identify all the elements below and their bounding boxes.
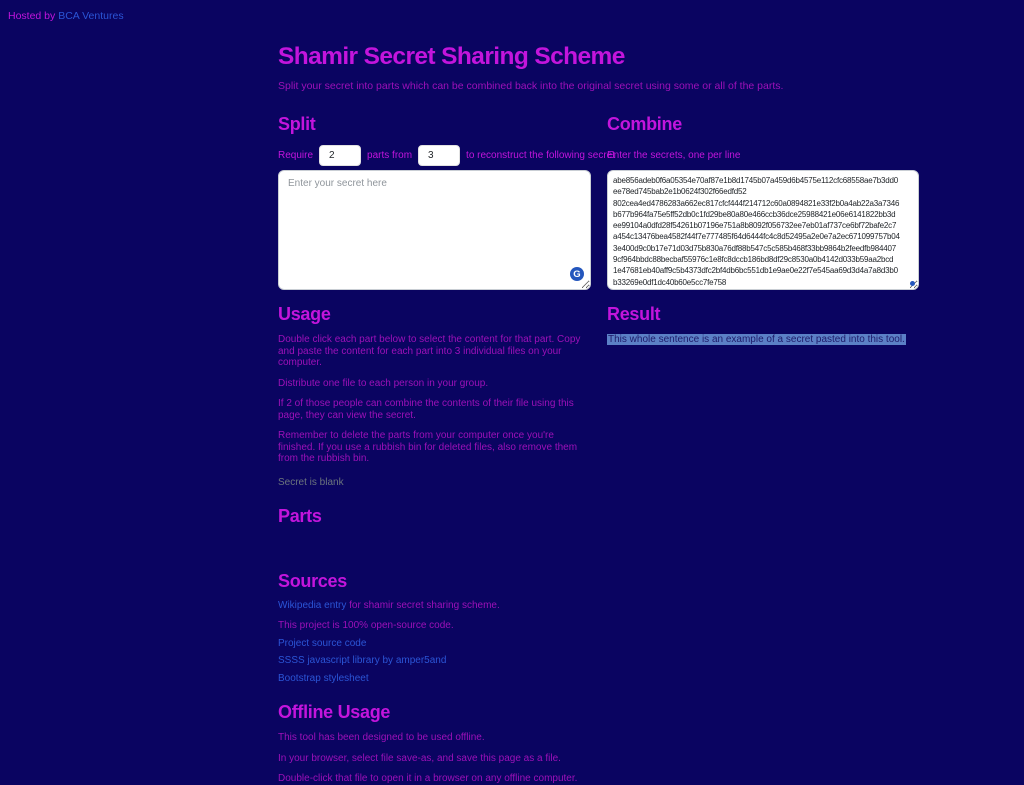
secret-input-textarea[interactable] — [278, 170, 591, 290]
combine-heading: Combine — [607, 114, 682, 134]
parts-heading: Parts — [278, 505, 322, 526]
wikipedia-link[interactable]: Wikipedia entry — [278, 599, 347, 611]
wikipedia-line — [278, 601, 591, 612]
sources-section — [278, 571, 591, 685]
open-source-text: This project is 100% open-source code. — [278, 620, 454, 631]
hosted-by-text: Hosted by — [8, 10, 59, 22]
combine-label: Enter the secrets, one per line — [607, 150, 741, 161]
usage-paragraph: If 2 of those people can combine the contents of their file using this page, they can view the secret. — [278, 398, 574, 421]
grammarly-dot-icon[interactable] — [910, 281, 915, 286]
require-label: Require — [278, 149, 314, 161]
usage-heading: Usage — [278, 304, 331, 324]
usage-paragraph: Remember to delete the parts from your computer once you're finished. If you use a rubbish bin for deleted files, also remove them from the rubbish bin. — [278, 430, 578, 464]
result-heading: Result — [607, 304, 661, 324]
result-section — [607, 304, 919, 345]
result-selected-text: This whole sentence is an example of a secret pasted into this tool. — [608, 334, 905, 345]
project-source-link[interactable]: Project source code — [278, 637, 367, 649]
topbar — [0, 0, 1024, 22]
grammarly-icon[interactable]: G — [570, 267, 584, 281]
bootstrap-stylesheet-link[interactable]: Bootstrap stylesheet — [278, 672, 369, 684]
sources-heading: Sources — [278, 570, 347, 591]
page-title: Shamir Secret Sharing Scheme — [278, 43, 625, 70]
offline-usage-section — [278, 702, 591, 785]
offline-paragraph: This tool has been designed to be used offline. — [278, 732, 485, 743]
reconstruct-label: to reconstruct the following secret — [466, 149, 616, 161]
parts-from-label: parts from — [367, 149, 413, 161]
result-line — [607, 334, 919, 345]
hosted-by-link[interactable]: BCA Ventures — [58, 10, 124, 22]
left-column — [278, 96, 616, 785]
split-params-row — [278, 144, 616, 166]
secret-blank-status: Secret is blank — [278, 476, 344, 488]
combine-textarea-wrap — [607, 170, 919, 290]
content-columns — [278, 96, 919, 785]
right-column — [607, 96, 919, 345]
offline-paragraph: Double-click that file to open it in a browser on any offline computer. — [278, 773, 578, 784]
usage-paragraph: Double click each part below to select the content for that part. Copy and paste the content for each part into 3 individual files on your computer. — [278, 334, 581, 368]
main-container — [278, 43, 919, 785]
usage-section — [278, 304, 591, 488]
offline-usage-heading: Offline Usage — [278, 702, 391, 722]
offline-paragraph: In your browser, select file save-as, and save this page as a file. — [278, 752, 561, 764]
combine-section — [607, 114, 919, 290]
parts-section — [278, 506, 591, 553]
page-subtitle: Split your secret into parts which can be combined back into the original secret using some or all of the parts. — [278, 80, 784, 92]
secret-textarea-wrap — [278, 170, 591, 290]
split-section — [278, 114, 616, 290]
combine-secrets-textarea[interactable] — [607, 170, 919, 290]
threshold-input[interactable] — [319, 145, 361, 166]
ssss-library-link[interactable]: SSSS javascript library by amper5and — [278, 655, 447, 666]
wikipedia-suffix: for shamir secret sharing scheme. — [346, 599, 500, 611]
total-parts-input[interactable] — [418, 145, 460, 166]
parts-empty-area — [278, 527, 591, 553]
split-heading: Split — [278, 114, 316, 134]
usage-paragraph: Distribute one file to each person in your group. — [278, 377, 489, 389]
